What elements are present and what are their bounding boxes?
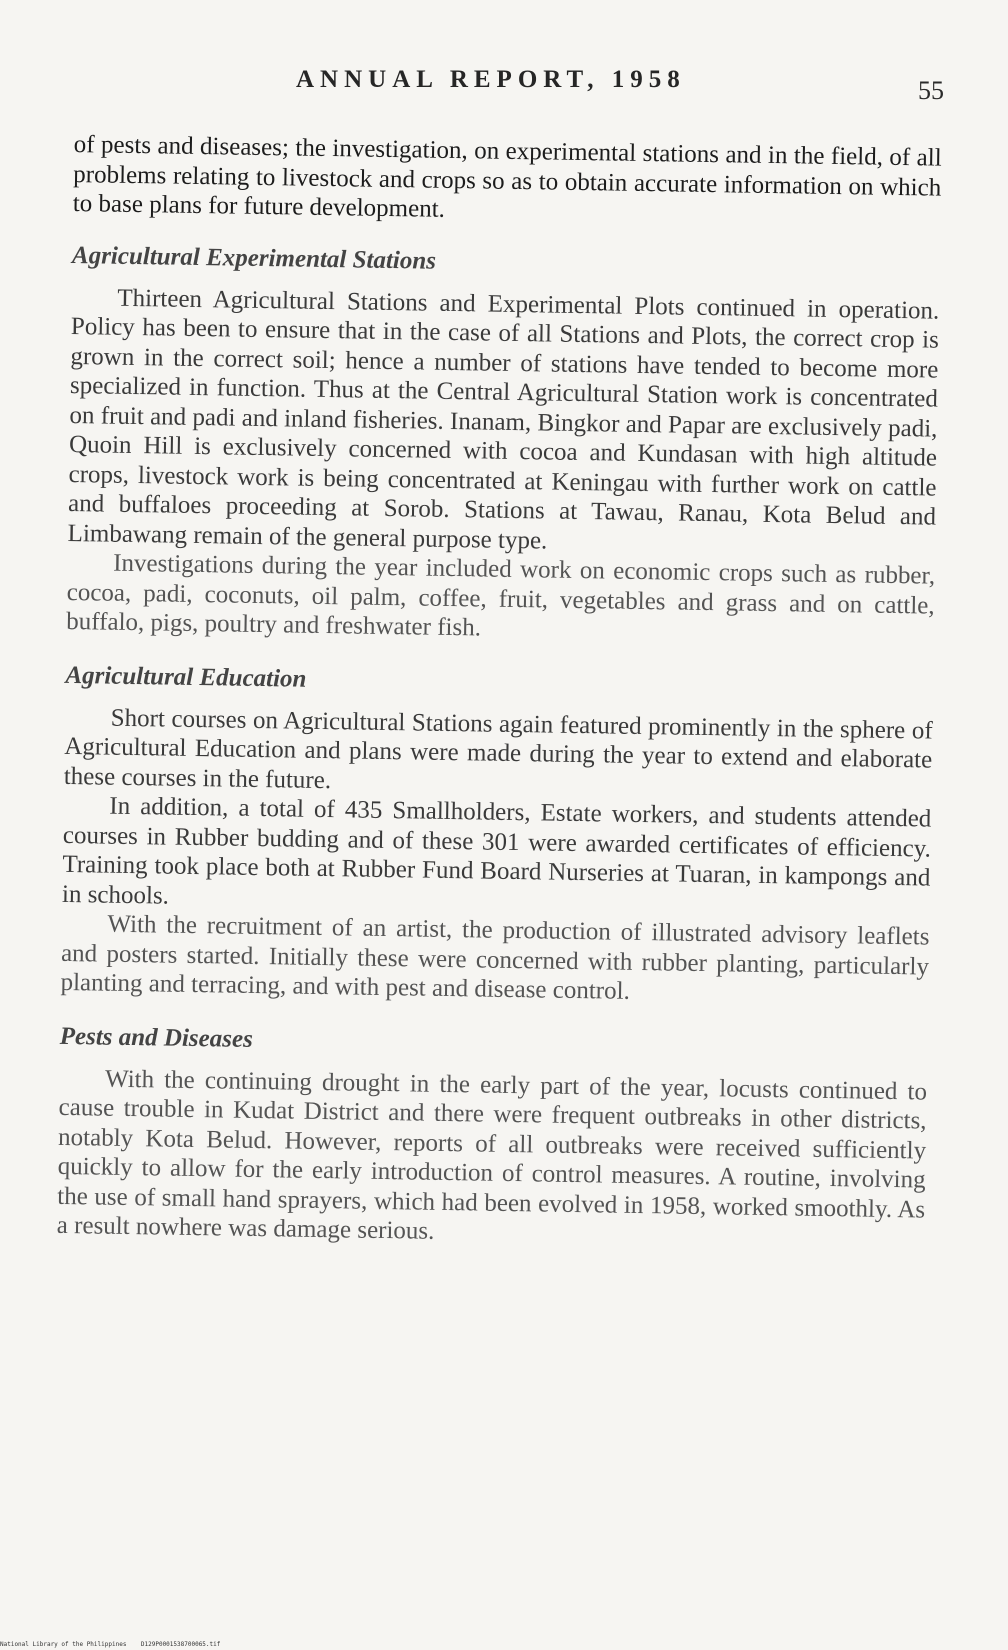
paragraph-short-courses: Short courses on Agricultural Stations again featured prominently in the sphere of Agricultural Education and plans were made during the year to extend and elaborate these courses in the future. (63, 704, 933, 794)
paragraph-stations: Thirteen Agricultural Stations and Experimental Plots continued in operation. Policy has been to ensure that in the case of all Stations and Plots, the correct crop is grown in the correct soil; hence a number of stations have tended to become more specialized in function. Thus at the Central Agricultural Station work is concentrated on fruit and padi and inland fisheries. Inanam, Bingkor and Papar are exclusively padi, Quoin Hill is exclusively concerned with cocoa and Kundasan with high altitude crops, livestock work is being concentrated at Keningau with further work on cattle and buffaloes proceeding at Sorob. Stations at Tawau, Ranau, Kota Belud and Limbawang remain of the general purpose type. (67, 284, 940, 554)
opening-paragraph: of pests and diseases; the investigation, on experimental stations and in the field, of all problems relating to livestock and crops so as to obtain accurate information on which to base plans for future development. (72, 130, 942, 223)
running-title: ANNUAL REPORT, 1958 (296, 66, 686, 93)
running-head (0, 66, 1008, 106)
paragraph-investigations: Investigations during the year included work on economic crops such as rubber, cocoa, padi, coconuts, oil palm, coffee, fruit, vegetables and grass and on cattle, buffalo, pigs, poultry and freshwater fish. (66, 549, 936, 642)
footer-library: National Library of the Philippines (0, 1641, 127, 1648)
page-body (57, 130, 942, 1254)
section-heading-experimental-stations: Agricultural Experimental Stations (71, 241, 437, 275)
footer-file-id: D129P0001538700065.tif (140, 1641, 221, 1648)
section-heading-agricultural-education: Agricultural Education (65, 661, 307, 693)
page-number: 55 (918, 76, 944, 105)
paragraph-leaflets: With the recruitment of an artist, the production of illustrated advisory leaflets and posters started. Initially these were concerned with rubber planting, particularly planting and terracing, and with pest and disease control. (60, 910, 930, 1005)
scan-footer (0, 1641, 220, 1648)
paragraph-rubber-budding: In addition, a total of 435 Smallholders, Estate workers, and students attended courses in Rubber budding and of these 301 were awarded certificates of efficiency. Training took place both at Rubber Fund Board Nurseries at Tuaran, in kampongs and in schools. (61, 792, 932, 910)
section-heading-pests-and-diseases: Pests and Diseases (59, 1022, 254, 1053)
paragraph-locusts: With the continuing drought in the early part of the year, locusts continued to cause trouble in Kudat District and there were frequent outbreaks in other districts, notably Kota Belud. However, reports of all outbreaks were received sufficiently quickly to allow for the early introduction of control measures. A routine, involving the use of small hand sprayers, which had been evolved in 1958, worked smoothly. As a result nowhere was damage serious. (56, 1065, 928, 1245)
